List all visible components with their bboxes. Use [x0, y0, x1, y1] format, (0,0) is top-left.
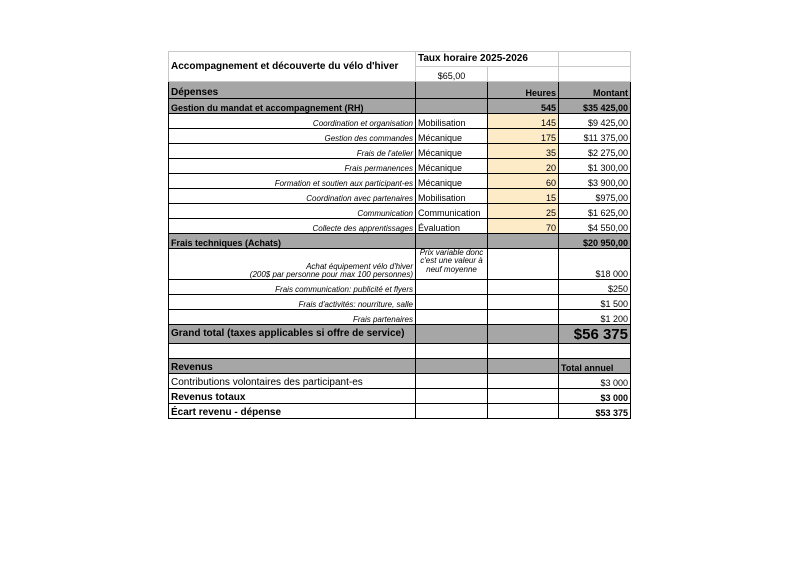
empty-cell — [169, 344, 416, 359]
table-row — [169, 280, 631, 295]
item-label: Communication — [169, 204, 416, 219]
item-amount: $4 550,00 — [559, 219, 631, 234]
revenue-header: Revenus — [169, 359, 416, 374]
table-row — [169, 159, 631, 174]
section-rh-hours: 545 — [488, 99, 559, 114]
rate-value: $65,00 — [416, 67, 488, 82]
gap-amount: $53 375 — [559, 404, 631, 419]
table-row — [169, 204, 631, 219]
table-row — [169, 404, 631, 419]
item-hours: 145 — [488, 114, 559, 129]
item-label: Gestion des commandes — [169, 129, 416, 144]
item-note: Prix variable donc c'est une valeur à neuf moyenne — [416, 249, 488, 280]
table-row — [169, 389, 631, 404]
item-label: Collecte des apprentissages — [169, 219, 416, 234]
revenue-item-label: Contributions volontaires des participant-es — [169, 374, 416, 389]
empty-cell — [416, 280, 488, 295]
item-hours: 15 — [488, 189, 559, 204]
revenue-total-header: Total annuel — [559, 359, 631, 374]
empty-cell — [416, 359, 488, 374]
empty-cell — [488, 280, 559, 295]
revenue-total-amount: $3 000 — [559, 389, 631, 404]
item-category: Mobilisation — [416, 189, 488, 204]
item-amount: $1 625,00 — [559, 204, 631, 219]
table-row — [169, 310, 631, 325]
grand-total-amount: $56 375 — [559, 325, 631, 344]
table-row — [169, 295, 631, 310]
sheet-title: Accompagnement et découverte du vélo d'hiver — [169, 52, 416, 82]
empty-cell — [416, 295, 488, 310]
empty-cell — [559, 344, 631, 359]
grand-total-label: Grand total (taxes applicables si offre de service) — [169, 325, 416, 344]
empty-cell — [488, 325, 559, 344]
empty-cell — [416, 82, 488, 99]
empty-cell — [416, 234, 488, 249]
item-label: Frais communication: publicité et flyers — [169, 280, 416, 295]
item-amount: $975,00 — [559, 189, 631, 204]
amount-header: Montant — [559, 82, 631, 99]
item-category: Mécanique — [416, 174, 488, 189]
item-hours: 70 — [488, 219, 559, 234]
item-label: Coordination et organisation — [169, 114, 416, 129]
item-label-line2: (200$ par personne pour max 100 personnes) — [249, 270, 413, 279]
budget-sheet — [168, 51, 631, 419]
item-hours: 25 — [488, 204, 559, 219]
item-category: Mobilisation — [416, 114, 488, 129]
item-label: Coordination avec partenaires — [169, 189, 416, 204]
item-category: Mécanique — [416, 129, 488, 144]
table-row — [169, 144, 631, 159]
item-category: Communication — [416, 204, 488, 219]
table-row — [169, 189, 631, 204]
item-label-line1: Achat équipement vélo d'hiver — [306, 262, 413, 271]
item-hours: 60 — [488, 174, 559, 189]
empty-cell — [416, 99, 488, 114]
table-row — [169, 374, 631, 389]
empty-cell — [488, 344, 559, 359]
item-hours: 20 — [488, 159, 559, 174]
empty-cell — [488, 234, 559, 249]
empty-cell — [488, 374, 559, 389]
item-label: Frais partenaires — [169, 310, 416, 325]
table-row — [169, 174, 631, 189]
table-row — [169, 219, 631, 234]
table-row — [169, 249, 631, 280]
item-label: Frais d'activités: nourriture, salle — [169, 295, 416, 310]
item-category: Mécanique — [416, 144, 488, 159]
item-amount: $11 375,00 — [559, 129, 631, 144]
item-label: Formation et soutien aux participant-es — [169, 174, 416, 189]
expenses-header: Dépenses — [169, 82, 416, 99]
table-row — [169, 114, 631, 129]
empty-cell — [416, 374, 488, 389]
section-rh-amount: $35 425,00 — [559, 99, 631, 114]
empty-cell — [416, 325, 488, 344]
item-amount: $9 425,00 — [559, 114, 631, 129]
revenue-total-label: Revenus totaux — [169, 389, 416, 404]
item-amount: $3 900,00 — [559, 174, 631, 189]
empty-cell — [488, 389, 559, 404]
item-label — [169, 249, 416, 280]
rate-label: Taux horaire 2025-2026 — [416, 52, 559, 67]
empty-cell — [559, 67, 631, 82]
empty-cell — [416, 389, 488, 404]
item-hours: 175 — [488, 129, 559, 144]
hours-header: Heures — [488, 82, 559, 99]
item-label: Frais permanences — [169, 159, 416, 174]
item-amount: $1 300,00 — [559, 159, 631, 174]
gap-label: Écart revenu - dépense — [169, 404, 416, 419]
item-amount: $250 — [559, 280, 631, 295]
empty-cell — [488, 249, 559, 280]
empty-cell — [416, 404, 488, 419]
item-hours: 35 — [488, 144, 559, 159]
empty-cell — [488, 67, 559, 82]
section-tech-amount: $20 950,00 — [559, 234, 631, 249]
budget-table — [168, 51, 631, 419]
empty-cell — [488, 310, 559, 325]
item-amount: $1 200 — [559, 310, 631, 325]
empty-cell — [559, 52, 631, 67]
item-amount: $18 000 — [559, 249, 631, 280]
empty-cell — [416, 310, 488, 325]
section-tech-label: Frais techniques (Achats) — [169, 234, 416, 249]
item-amount: $2 275,00 — [559, 144, 631, 159]
revenue-item-amount: $3 000 — [559, 374, 631, 389]
empty-cell — [416, 344, 488, 359]
item-label: Frais de l'atelier — [169, 144, 416, 159]
empty-cell — [488, 295, 559, 310]
empty-cell — [488, 359, 559, 374]
empty-cell — [488, 404, 559, 419]
item-category: Mécanique — [416, 159, 488, 174]
table-row — [169, 129, 631, 144]
section-rh-label: Gestion du mandat et accompagnement (RH) — [169, 99, 416, 114]
item-category: Évaluation — [416, 219, 488, 234]
item-amount: $1 500 — [559, 295, 631, 310]
